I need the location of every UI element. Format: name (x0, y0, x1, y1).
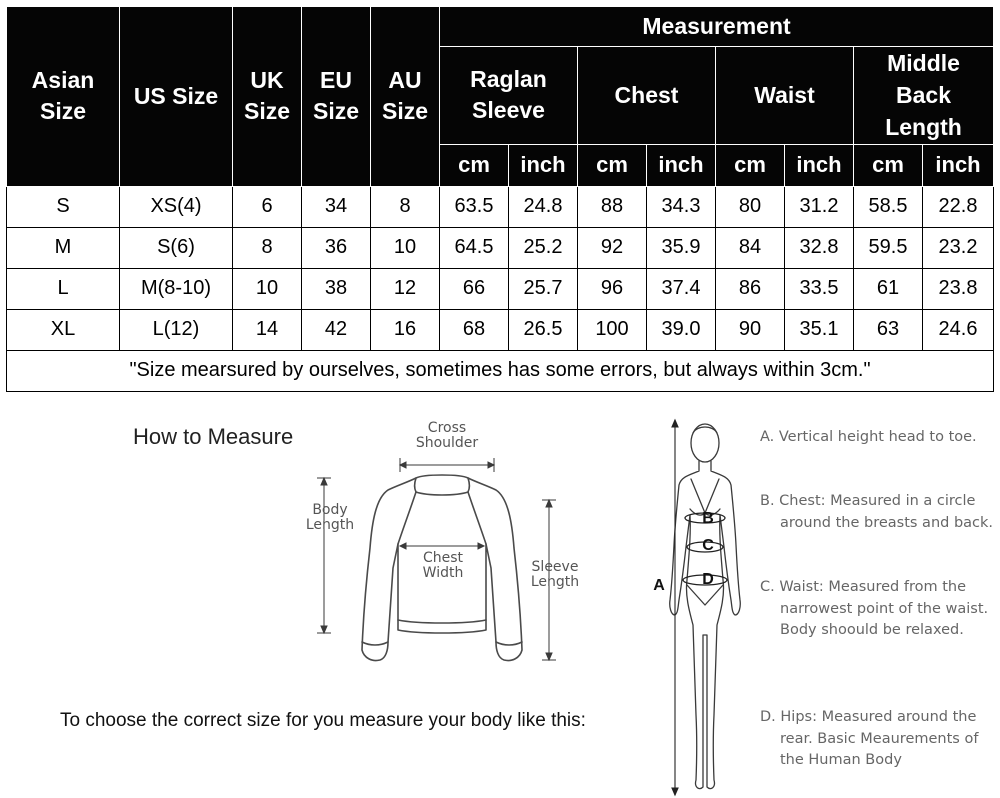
table-cell: 23.2 (923, 227, 994, 268)
measurement-note: "Size mearsured by ourselves, sometimes has some errors, but always within 3cm." (7, 350, 994, 391)
table-cell: 59.5 (854, 227, 923, 268)
table-cell: 34.3 (647, 186, 716, 227)
table-cell: 10 (371, 227, 440, 268)
legend-b: B. Chest: Measured in a circle around the breasts and back. (760, 493, 994, 531)
table-cell: 61 (854, 268, 923, 309)
table-row (7, 186, 994, 227)
table-cell: 63.5 (440, 186, 509, 227)
header-us-size: US Size (120, 7, 233, 187)
legend-c: C. Waist: Measured from the narrowest point of the waist. Body shoould be relaxed. (760, 579, 989, 638)
header-measurement: Measurement (440, 7, 994, 47)
body-figure (645, 415, 755, 798)
table-cell: 24.8 (509, 186, 578, 227)
table-row (7, 227, 994, 268)
table-cell: L (7, 268, 120, 309)
table-cell: 66 (440, 268, 509, 309)
table-cell: L(12) (120, 309, 233, 350)
header-unit-cm: cm (716, 144, 785, 186)
table-cell: 88 (578, 186, 647, 227)
legend-d: D. Hips: Measured around the rear. Basic Meaurements of the Human Body (760, 709, 979, 768)
table-cell: 34 (302, 186, 371, 227)
table-cell: M (7, 227, 120, 268)
header-unit-inch: inch (647, 144, 716, 186)
table-row (7, 309, 994, 350)
marker-b: B (702, 510, 714, 527)
table-cell: 36 (302, 227, 371, 268)
table-cell: 25.2 (509, 227, 578, 268)
table-cell: 22.8 (923, 186, 994, 227)
measure-instruction: To choose the correct size for you measure your body like this: (60, 710, 586, 731)
marker-a: A (653, 577, 665, 594)
table-cell: 38 (302, 268, 371, 309)
table-cell: 23.8 (923, 268, 994, 309)
label-chest-width: Chest Width (422, 550, 464, 581)
table-cell: 6 (233, 186, 302, 227)
size-chart-table (6, 6, 994, 392)
table-cell: 63 (854, 309, 923, 350)
table-row (7, 268, 994, 309)
table-cell: S(6) (120, 227, 233, 268)
table-cell: 90 (716, 309, 785, 350)
table-cell: 42 (302, 309, 371, 350)
table-cell: XS(4) (120, 186, 233, 227)
table-cell: 16 (371, 309, 440, 350)
label-cross-shoulder: Cross Shoulder (415, 420, 479, 451)
header-unit-inch: inch (923, 144, 994, 186)
header-unit-cm: cm (440, 144, 509, 186)
table-cell: 8 (233, 227, 302, 268)
table-cell: 10 (233, 268, 302, 309)
header-waist: Waist (716, 47, 854, 145)
table-cell: 80 (716, 186, 785, 227)
table-cell: 96 (578, 268, 647, 309)
header-au-size: AU Size (371, 7, 440, 187)
legend-a: A. Vertical height head to toe. (760, 429, 977, 445)
table-cell: 100 (578, 309, 647, 350)
table-cell: 32.8 (785, 227, 854, 268)
table-cell: S (7, 186, 120, 227)
table-cell: 31.2 (785, 186, 854, 227)
table-cell: 58.5 (854, 186, 923, 227)
sweater-diagram (300, 418, 600, 668)
table-cell: 33.5 (785, 268, 854, 309)
table-cell: 35.9 (647, 227, 716, 268)
marker-c: C (702, 537, 714, 554)
table-cell: 35.1 (785, 309, 854, 350)
table-cell: 8 (371, 186, 440, 227)
marker-d: D (702, 571, 714, 588)
table-cell: 39.0 (647, 309, 716, 350)
table-cell: 26.5 (509, 309, 578, 350)
table-cell: 37.4 (647, 268, 716, 309)
table-cell: 24.6 (923, 309, 994, 350)
table-cell: 92 (578, 227, 647, 268)
table-cell: XL (7, 309, 120, 350)
header-eu-size: EU Size (302, 7, 371, 187)
header-unit-cm: cm (578, 144, 647, 186)
header-chest: Chest (578, 47, 716, 145)
table-cell: 12 (371, 268, 440, 309)
table-cell: 14 (233, 309, 302, 350)
table-cell: M(8-10) (120, 268, 233, 309)
label-body-length: Body Length (305, 502, 355, 533)
table-cell: 84 (716, 227, 785, 268)
table-cell: 25.7 (509, 268, 578, 309)
header-unit-inch: inch (509, 144, 578, 186)
size-rows (7, 186, 994, 350)
label-sleeve-length: Sleeve Length (530, 559, 580, 590)
table-cell: 86 (716, 268, 785, 309)
table-cell: 64.5 (440, 227, 509, 268)
header-unit-cm: cm (854, 144, 923, 186)
how-to-measure-title: How to Measure (133, 424, 294, 449)
header-raglan-sleeve: Raglan Sleeve (440, 47, 578, 145)
header-middle-back-length: Middle Back Length (854, 47, 994, 145)
table-cell: 68 (440, 309, 509, 350)
header-unit-inch: inch (785, 144, 854, 186)
header-asian-size: Asian Size (7, 7, 120, 187)
header-uk-size: UK Size (233, 7, 302, 187)
